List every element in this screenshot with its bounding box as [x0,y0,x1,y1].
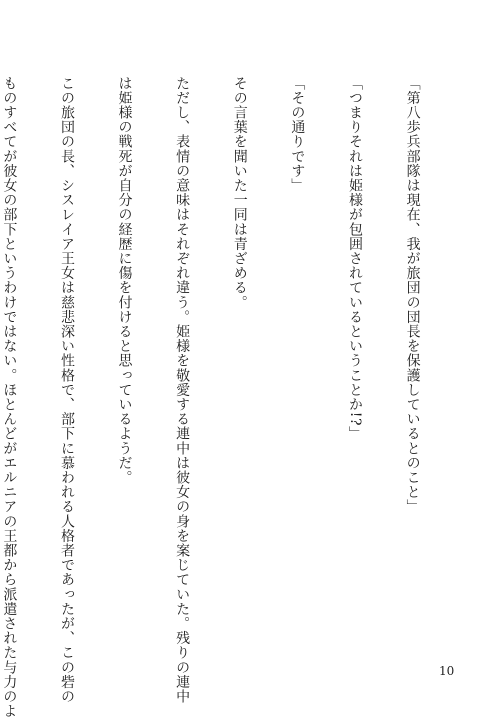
text-line: 「第八歩兵部隊は現在、我が旅団の団長を保護しているとのこと」 [404,76,421,514]
text-line: 「つまりそれは姫様が包囲されているということか!?」 [346,76,363,441]
text-line: この旅団の長、シスレイア王女は慈悲深い性格で、部下に慕われる人格者であったが、この砦の [58,76,75,704]
text-line: その言葉を聞いた一同は青ざめる。 [231,76,248,310]
text-line: ものすべてが彼女の部下というわけではない。ほとんどがエルニアの王都から派遣された与力のよ [1,76,18,718]
text-line: ただし、表情の意味はそれぞれ違う。姫様を敬愛する連中は彼女の身を案じていた。残りの連中 [174,76,191,704]
text-line: 「その通りです」 [289,76,306,193]
page-number: 10 [439,664,455,678]
text-line: は姫様の戦死が自分の経歴に傷を付けると思っているようだ。 [116,76,133,485]
